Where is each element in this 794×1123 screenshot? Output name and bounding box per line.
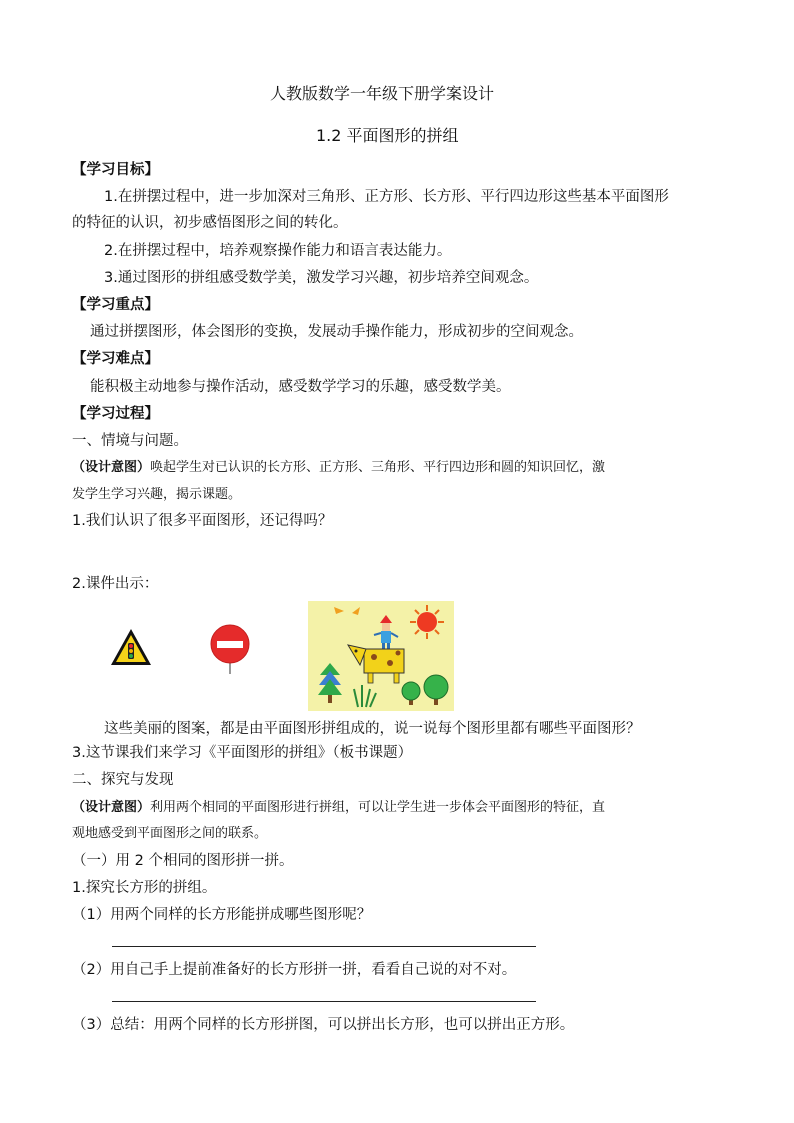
no-entry-sign-image (209, 624, 251, 676)
design-note-1 (72, 458, 605, 478)
question-2-description: 这些美丽的图案，都是由平面图形拼组成的，说一说每个图形里都有哪些平面图形？ (104, 721, 641, 737)
question-1: 1.我们认识了很多平面图形，还记得吗？ (72, 513, 333, 529)
design-note-2-cont: 观地感受到平面图形之间的联系。 (72, 826, 268, 841)
answer-line-2[interactable] (112, 1001, 536, 1002)
key-text: 通过拼摆图形，体会图形的变换，发展动手操作能力，形成初步的空间观念。 (90, 324, 583, 340)
difficulty-text: 能积极主动地参与操作活动，感受数学学习的乐趣，感受数学美。 (90, 379, 511, 395)
design-note-1-text: 唤起学生对已认识的长方形、正方形、三角形、平行四边形和圆的知识回忆，激 (150, 460, 606, 475)
section-2-title: 二、探究与发现 (72, 772, 174, 788)
design-note-1-tag: （设计意图） (72, 460, 151, 475)
key-heading: 【学习重点】 (72, 297, 159, 313)
shape-scene-image (308, 601, 454, 711)
difficulty-heading: 【学习难点】 (72, 351, 159, 367)
answer-line-1[interactable] (112, 946, 536, 947)
section-1-title: 一、情境与问题。 (72, 433, 188, 449)
part-1-title: （一）用 2 个相同的图形拼一拼。 (72, 853, 294, 869)
design-note-2-tag: （设计意图） (72, 800, 151, 815)
document-title: 人教版数学一年级下册学案设计 (270, 84, 495, 103)
step-3: （3）总结：用两个同样的长方形拼图，可以拼出长方形，也可以拼出正方形。 (72, 1017, 575, 1033)
step-2: （2）用自己手上提前准备好的长方形拼一拼，看看自己说的对不对。 (72, 962, 517, 978)
explore-1: 1.探究长方形的拼组。 (72, 880, 217, 896)
goals-heading: 【学习目标】 (72, 162, 159, 178)
goal-item-3: 3.通过图形的拼组感受数学美，激发学习兴趣，初步培养空间观念。 (104, 270, 539, 286)
step-1: （1）用两个同样的长方形能拼成哪些图形呢？ (72, 907, 372, 923)
warning-sign-image (109, 627, 153, 667)
goal-item-1: 1.在拼摆过程中，进一步加深对三角形、正方形、长方形、平行四边形这些基本平面图形 (104, 189, 669, 205)
design-note-2 (72, 798, 605, 818)
goal-item-2: 2.在拼摆过程中，培养观察操作能力和语言表达能力。 (104, 243, 452, 259)
process-heading: 【学习过程】 (72, 406, 159, 422)
question-2: 2.课件出示： (72, 576, 159, 592)
design-note-2-text: 利用两个相同的平面图形进行拼组，可以让学生进一步体会平面图形的特征，直 (150, 800, 606, 815)
goal-item-1-cont: 的特征的认识，初步感悟图形之间的转化。 (72, 215, 348, 231)
design-note-1-cont: 发学生学习兴趣，揭示课题。 (72, 487, 242, 502)
lesson-title: 1.2 平面图形的拼组 (316, 126, 459, 145)
question-3: 3.这节课我们来学习《平面图形的拼组》（板书课题） (72, 745, 413, 761)
